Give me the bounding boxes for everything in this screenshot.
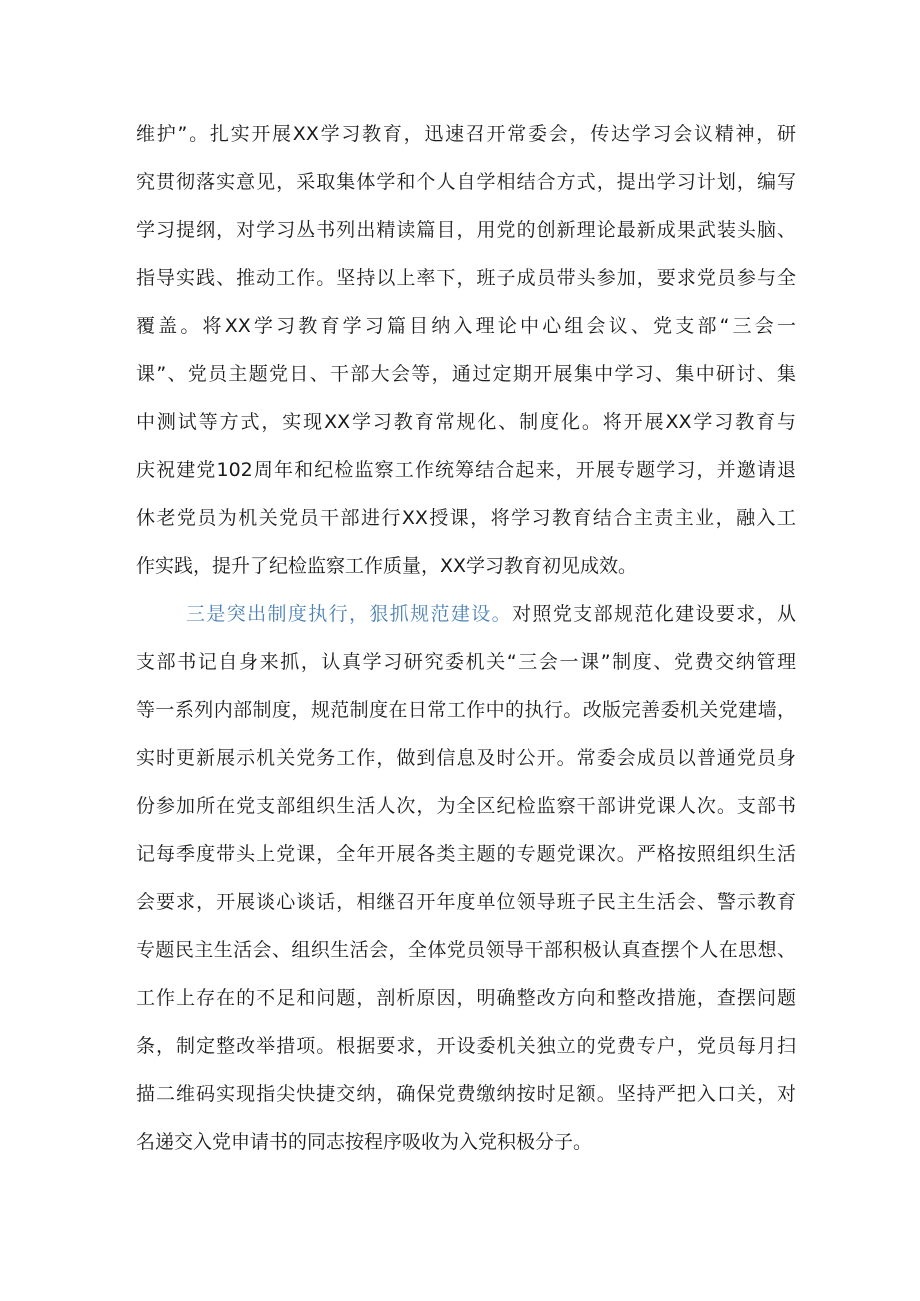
- text-line: 支部书记自身来抓，认真学习研究委机关“三会一课”制度、党费交纳管理: [136, 651, 796, 673]
- text-line: 实时更新展示机关党务工作，做到信息及时公开。常委会成员以普通党员身: [136, 747, 796, 769]
- text-line: 课”、党员主题党日、干部大会等，通过定期开展集中学习、集中研讨、集: [136, 363, 796, 385]
- text-line: 等一系列内部制度，规范制度在日常工作中的执行。改版完善委机关党建墙，: [136, 699, 796, 721]
- text-line: 休老党员为机关党员干部进行XX授课，将学习教育结合主责主业，融入工: [136, 507, 796, 529]
- text-line: 会要求，开展谈心谈话，相继召开年度单位领导班子民主生活会、警示教育: [136, 891, 796, 913]
- text-line: 专题民主生活会、组织生活会，全体党员领导干部积极认真查摆个人在思想、: [136, 939, 796, 961]
- text-line: 指导实践、推动工作。坚持以上率下，班子成员带头参加，要求党员参与全: [136, 267, 796, 289]
- text-line: 中测试等方式，实现XX学习教育常规化、制度化。将开展XX学习教育与: [136, 411, 796, 433]
- text-line: 名递交入党申请书的同志按程序吸收为入党积极分子。: [136, 1131, 593, 1153]
- paragraph-2-first-line: [186, 594, 796, 634]
- text-line: 作实践，提升了纪检监察工作质量，XX学习教育初见成效。: [136, 555, 638, 577]
- text-line: 条，制定整改举措项。根据要求，开设委机关独立的党费专户，党员每月扫: [136, 1035, 796, 1057]
- text-line: 份参加所在党支部组织生活人次，为全区纪检监察干部讲党课人次。支部书: [136, 795, 796, 817]
- text-line: 工作上存在的不足和问题，剖析原因，明确整改方向和整改措施，查摆问题: [136, 987, 796, 1009]
- paragraph-heading: 三是突出制度执行，狠抓规范建设。: [186, 603, 513, 625]
- text-line: 记每季度带头上党课，全年开展各类主题的专题党课次。严格按照组织生活: [136, 843, 796, 865]
- text-line: 覆盖。将XX学习教育学习篇目纳入理论中心组会议、党支部“三会一: [136, 315, 796, 337]
- text-line: 庆祝建党102周年和纪检监察工作统筹结合起来，开展专题学习，并邀请退: [136, 459, 796, 481]
- text-line: 描二维码实现指尖快捷交纳，确保党费缴纳按时足额。坚持严把入口关，对: [136, 1083, 796, 1105]
- text-run: 对照党支部规范化建设要求，从: [512, 603, 796, 625]
- text-line: 维护”。扎实开展XX学习教育，迅速召开常委会，传达学习会议精神，研: [136, 123, 796, 145]
- text-line: 究贯彻落实意见，采取集体学和个人自学相结合方式，提出学习计划，编写: [136, 171, 796, 193]
- text-line: 学习提纲，对学习丛书列出精读篇目，用党的创新理论最新成果武装头脑、: [136, 219, 796, 241]
